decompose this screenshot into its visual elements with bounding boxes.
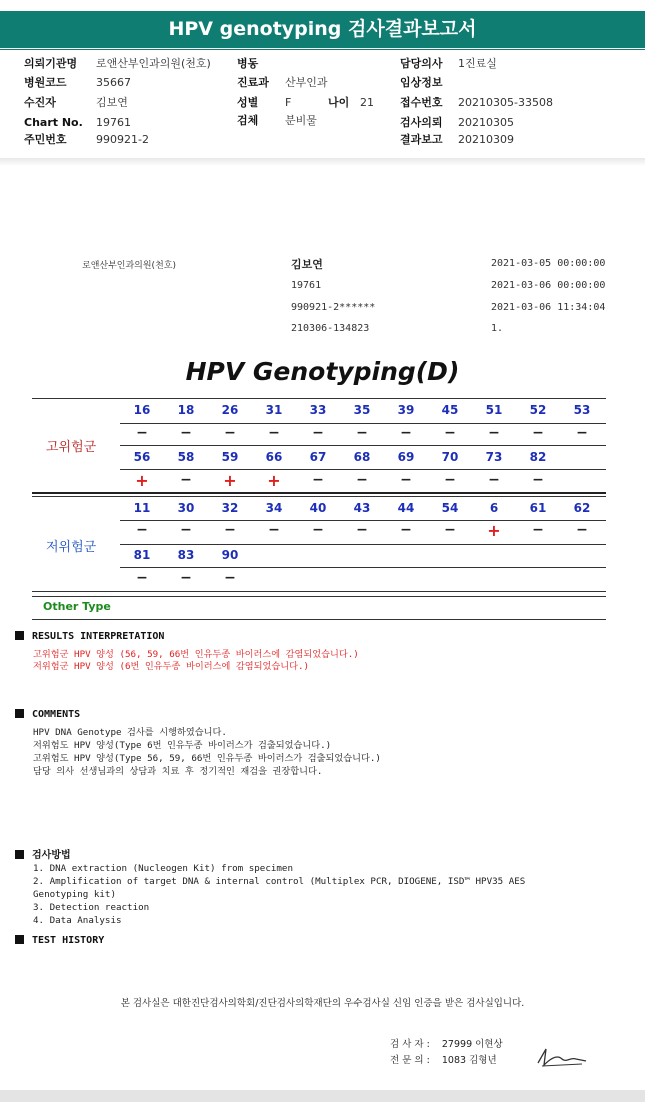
hpv-result-16: −: [136, 425, 148, 441]
hpv-type-68: 68: [353, 450, 371, 464]
info-age: 나이 21: [328, 96, 374, 109]
square-bullet-icon: [15, 935, 24, 944]
high-risk-label: 고위험군: [46, 440, 97, 455]
hpv-result-66: +: [267, 471, 281, 490]
hpv-result-83: −: [180, 570, 192, 586]
hpv-result-26: −: [224, 425, 236, 441]
info-requesting-institution: 의뢰기관명 로앤산부인과의원(천호): [24, 57, 211, 70]
result-line-1: 고위험군 HPV 양성 (56, 59, 66번 인유두종 바이러스에 감염되었습니다.): [33, 649, 359, 660]
hpv-type-6: 6: [489, 501, 499, 515]
signature-image: [536, 1045, 588, 1069]
header-separator: [0, 158, 645, 166]
hpv-type-52: 52: [529, 403, 547, 417]
hpv-type-90: 90: [221, 548, 239, 562]
other-type-label: Other Type: [43, 600, 111, 613]
hpv-result-90: −: [224, 570, 236, 586]
info-clinical: 임상정보: [400, 76, 443, 89]
hpv-result-81: −: [136, 570, 148, 586]
hpv-type-58: 58: [177, 450, 195, 464]
method-line-3: Genotyping kit): [33, 889, 116, 900]
hpv-result-70: −: [444, 472, 456, 488]
hpv-result-32: −: [224, 522, 236, 538]
hpv-result-58: −: [180, 472, 192, 488]
info-specimen: 검체 분비물: [237, 114, 317, 127]
hpv-type-45: 45: [441, 403, 459, 417]
grid-line: [120, 520, 606, 521]
hpv-type-43: 43: [353, 501, 371, 515]
hpv-type-83: 83: [177, 548, 195, 562]
grid-line: [32, 596, 606, 597]
comment-line-4: 담당 의사 선생님과의 상담과 치료 후 정기적인 재검을 권장합니다.: [33, 766, 323, 777]
hpv-type-30: 30: [177, 501, 195, 515]
hpv-type-81: 81: [133, 548, 151, 562]
hpv-type-54: 54: [441, 501, 459, 515]
method-line-5: 4. Data Analysis: [33, 915, 122, 926]
hpv-type-82: 82: [529, 450, 547, 464]
hpv-result-61: −: [532, 522, 544, 538]
info-hospital-code: 병원코드 35667: [24, 76, 131, 89]
result-line-2: 저위험군 HPV 양성 (6번 인유두종 바이러스에 감염되었습니다.): [33, 661, 310, 672]
examiner-line: 검 사 자 : 27999 이현상: [390, 1039, 503, 1050]
method-line-2: 2. Amplification of target DNA & internal control (Multiplex PCR, DIOGENE, ISD™ HPV35 AES: [33, 876, 526, 887]
hpv-type-40: 40: [309, 501, 327, 515]
comment-line-3: 고위험도 HPV 양성(Type 56, 59, 66번 인유두종 바이러스가 검출되었습니다.): [33, 753, 381, 764]
hpv-result-33: −: [312, 425, 324, 441]
patient-name: 김보연: [291, 258, 323, 271]
grid-line: [120, 445, 606, 446]
results-heading: RESULTS INTERPRETATION: [15, 631, 164, 642]
hpv-result-51: −: [488, 425, 500, 441]
hpv-type-32: 32: [221, 501, 239, 515]
hpv-type-18: 18: [177, 403, 195, 417]
grid-line: [120, 544, 606, 545]
hpv-type-67: 67: [309, 450, 327, 464]
hpv-result-35: −: [356, 425, 368, 441]
hpv-result-44: −: [400, 522, 412, 538]
hpv-type-33: 33: [309, 403, 327, 417]
hpv-type-53: 53: [573, 403, 591, 417]
hpv-type-70: 70: [441, 450, 459, 464]
info-sex: 성별 F: [237, 96, 292, 109]
info-patient: 수진자 김보연: [24, 96, 128, 109]
hpv-result-31: −: [268, 425, 280, 441]
comment-line-1: HPV DNA Genotype 검사를 시행하였습니다.: [33, 727, 227, 738]
info-request-date: 검사의뢰 20210305: [400, 116, 514, 129]
hpv-type-39: 39: [397, 403, 415, 417]
info-receipt-number: 접수번호 20210305-33508: [400, 96, 553, 109]
grid-line: [32, 591, 606, 592]
hpv-result-43: −: [356, 522, 368, 538]
hpv-type-61: 61: [529, 501, 547, 515]
hpv-result-82: −: [532, 472, 544, 488]
info-ward: 병동: [237, 57, 259, 70]
patient-chart: 19761: [291, 280, 322, 291]
info-resident-number: 주민번호 990921-2: [24, 133, 149, 146]
title-divider: [0, 49, 645, 50]
hpv-type-26: 26: [221, 403, 239, 417]
hpv-result-11: −: [136, 522, 148, 538]
patient-hospital: 로앤산부인과의원(천호): [82, 261, 176, 271]
info-report-date: 결과보고 20210309: [400, 133, 514, 146]
grid-line: [120, 567, 606, 568]
hpv-type-11: 11: [133, 501, 151, 515]
grid-line: [120, 469, 606, 470]
hpv-type-31: 31: [265, 403, 283, 417]
comment-line-2: 저위험도 HPV 양성(Type 6번 인유두종 바이러스가 검출되었습니다.): [33, 740, 332, 751]
grid-line: [32, 492, 606, 494]
grid-line: [32, 496, 606, 497]
hpv-result-59: +: [223, 471, 237, 490]
report-title: HPV genotyping 검사결과보고서: [0, 11, 645, 48]
hpv-result-52: −: [532, 425, 544, 441]
hpv-result-68: −: [356, 472, 368, 488]
hpv-type-16: 16: [133, 403, 151, 417]
info-doctor: 담당의사 1진료실: [400, 57, 497, 70]
hpv-result-62: −: [576, 522, 588, 538]
square-bullet-icon: [15, 709, 24, 718]
square-bullet-icon: [15, 631, 24, 640]
square-bullet-icon: [15, 850, 24, 859]
patient-date-1: 2021-03-05 00:00:00: [491, 258, 606, 269]
specialist-line: 전 문 의 : 1083 김형년: [390, 1055, 497, 1066]
hpv-type-35: 35: [353, 403, 371, 417]
info-chart-no: Chart No. 19761: [24, 116, 131, 129]
hpv-result-53: −: [576, 425, 588, 441]
certification-note: 본 검사실은 대한진단검사의학회/진단검사의학재단의 우수검사실 신임 인증을 받은 검사실입니다.: [120, 998, 525, 1009]
hpv-result-40: −: [312, 522, 324, 538]
hpv-type-51: 51: [485, 403, 503, 417]
grid-line: [120, 423, 606, 424]
hpv-result-45: −: [444, 425, 456, 441]
hpv-result-34: −: [268, 522, 280, 538]
hpv-result-69: −: [400, 472, 412, 488]
hpv-type-56: 56: [133, 450, 151, 464]
method-heading: 검사방법: [15, 846, 71, 861]
patient-date-3: 2021-03-06 11:34:04: [491, 302, 606, 313]
bottom-bar: [0, 1090, 645, 1102]
method-line-4: 3. Detection reaction: [33, 902, 150, 913]
hpv-type-69: 69: [397, 450, 415, 464]
low-risk-label: 저위험군: [46, 540, 97, 555]
hpv-result-39: −: [400, 425, 412, 441]
comments-heading: COMMENTS: [15, 709, 80, 720]
hpv-type-44: 44: [397, 501, 415, 515]
grid-line: [32, 398, 606, 399]
hpv-result-30: −: [180, 522, 192, 538]
hpv-type-73: 73: [485, 450, 503, 464]
patient-seq: 1.: [491, 323, 504, 334]
hpv-type-62: 62: [573, 501, 591, 515]
hpv-result-67: −: [312, 472, 324, 488]
hpv-type-34: 34: [265, 501, 283, 515]
hpv-result-6: +: [487, 521, 501, 540]
hpv-type-59: 59: [221, 450, 239, 464]
patient-sample: 210306-134823: [291, 323, 370, 334]
hpv-result-73: −: [488, 472, 500, 488]
hpv-type-66: 66: [265, 450, 283, 464]
info-department: 진료과 산부인과: [237, 76, 328, 89]
patient-id: 990921-2******: [291, 302, 376, 313]
patient-date-2: 2021-03-06 00:00:00: [491, 280, 606, 291]
hpv-result-54: −: [444, 522, 456, 538]
hpv-result-56: +: [135, 471, 149, 490]
method-line-1: 1. DNA extraction (Nucleogen Kit) from specimen: [33, 863, 293, 874]
genotyping-title: HPV Genotyping(D): [185, 357, 460, 386]
grid-line: [32, 619, 606, 620]
hpv-result-18: −: [180, 425, 192, 441]
test-history-heading: TEST HISTORY: [15, 935, 104, 946]
